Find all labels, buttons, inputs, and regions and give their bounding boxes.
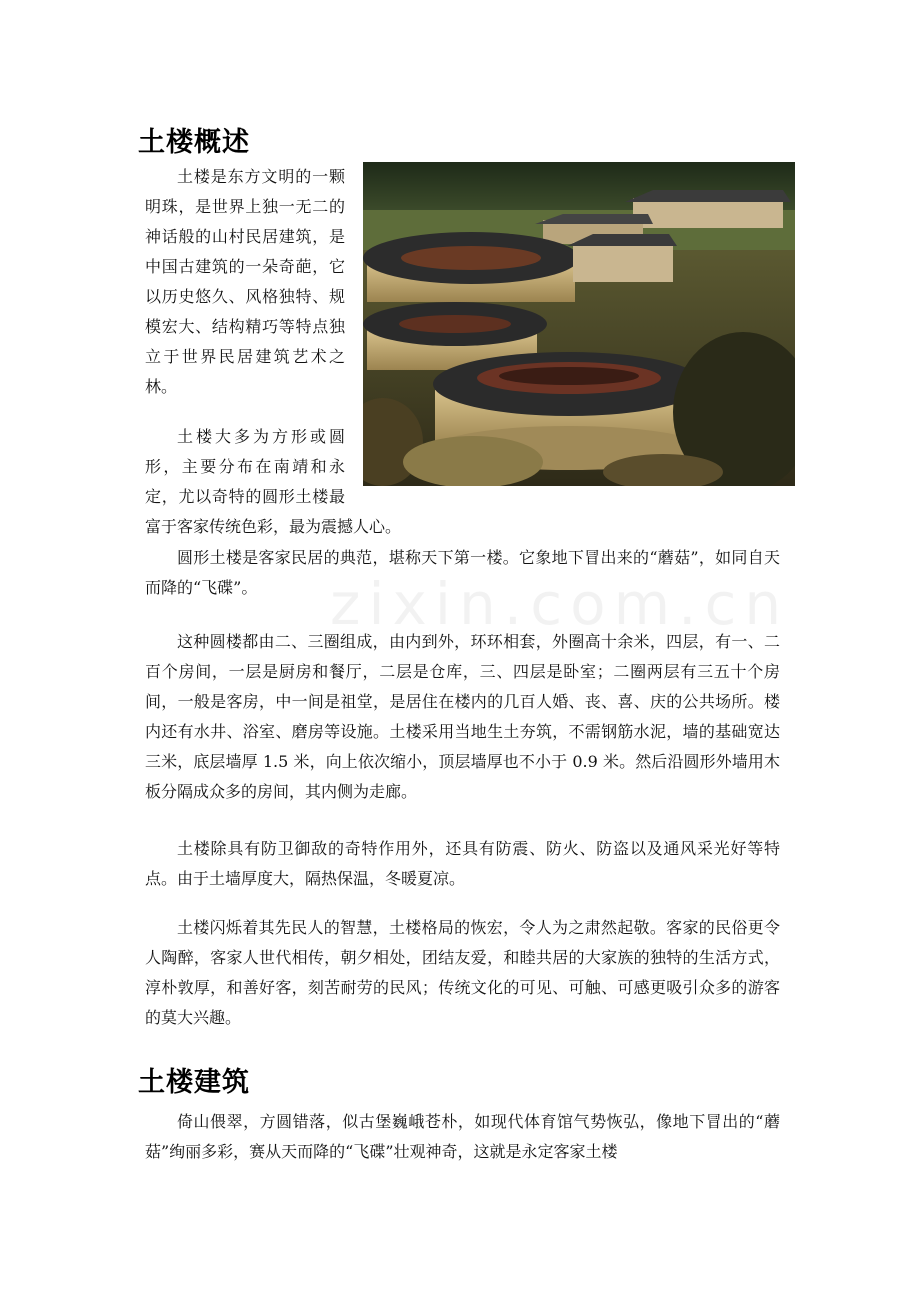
paragraph-7: 倚山偎翠，方圆错落，似古堡巍峨苍朴，如现代体育馆气势恢弘，像地下冒出的“蘑菇”绚丽多彩，赛从天而降的“飞碟”壮观神奇，这就是永定客家土楼 [145, 1112, 780, 1161]
paragraph-3-block [145, 543, 780, 603]
paragraph-4: 这种圆楼都由二、三圈组成，由内到外，环环相套，外圈高十余米，四层，有一、二百个房间，一层是厨房和餐厅，二层是仓库，三、四层是卧室；二圈两层有三五十个房间，一般是客房，中一间是祖堂，是居住在楼内的几百人婚、丧、喜、庆的公共场所。楼内还有水井、浴室、磨房等设施。土楼采用当地生土夯筑，不需钢筋水泥，墙的基础宽达三米，底层墙厚 1.5 米，向上依次缩小，顶层墙厚也不小于 0.9 米。然后沿圆形外墙用木板分隔成众多的房间，其内侧为走廊。 [145, 632, 780, 801]
paragraph-2: 土楼大多为方形或圆形，主要分布在南靖和永定，尤以奇特的圆形土楼最富于客家传统色彩，最为震撼人心。 [145, 427, 402, 536]
paragraph-1: 土楼是东方文明的一颗明珠，是世界上独一无二的神话般的山村民居建筑，是中国古建筑的一朵奇葩，它以历史悠久、风格独特、规模宏大、结构精巧等特点独立于世界民居建筑艺术之林。 [145, 167, 345, 396]
section-title-overview: 土楼概述 [138, 127, 250, 158]
intro-block [145, 162, 795, 562]
paragraph-5: 土楼除具有防卫御敌的奇特作用外，还具有防震、防火、防盗以及通风采光好等特点。由于土墙厚度大，隔热保温，冬暖夏凉。 [145, 839, 780, 888]
paragraph-5-block [145, 834, 780, 894]
watermark: zixin.com.cn [330, 570, 790, 638]
tulou-photo [363, 162, 795, 486]
paragraph-6-block [145, 913, 780, 1033]
paragraph-3: 圆形土楼是客家民居的典范，堪称天下第一楼。它象地下冒出来的“蘑菇”，如同自天而降的“飞碟”。 [145, 548, 780, 597]
paragraph-7-block [145, 1107, 780, 1167]
section-title-architecture: 土楼建筑 [138, 1067, 250, 1098]
paragraph-6: 土楼闪烁着其先民人的智慧，土楼格局的恢宏，令人为之肃然起敬。客家的民俗更令人陶醉，客家人世代相传，朝夕相处，团结友爱，和睦共居的大家族的独特的生活方式，淳朴敦厚，和善好客，刻苦耐劳的民风；传统文化的可见、可触、可感更吸引众多的游客的莫大兴趣。 [145, 918, 780, 1027]
paragraph-4-block [145, 627, 780, 807]
